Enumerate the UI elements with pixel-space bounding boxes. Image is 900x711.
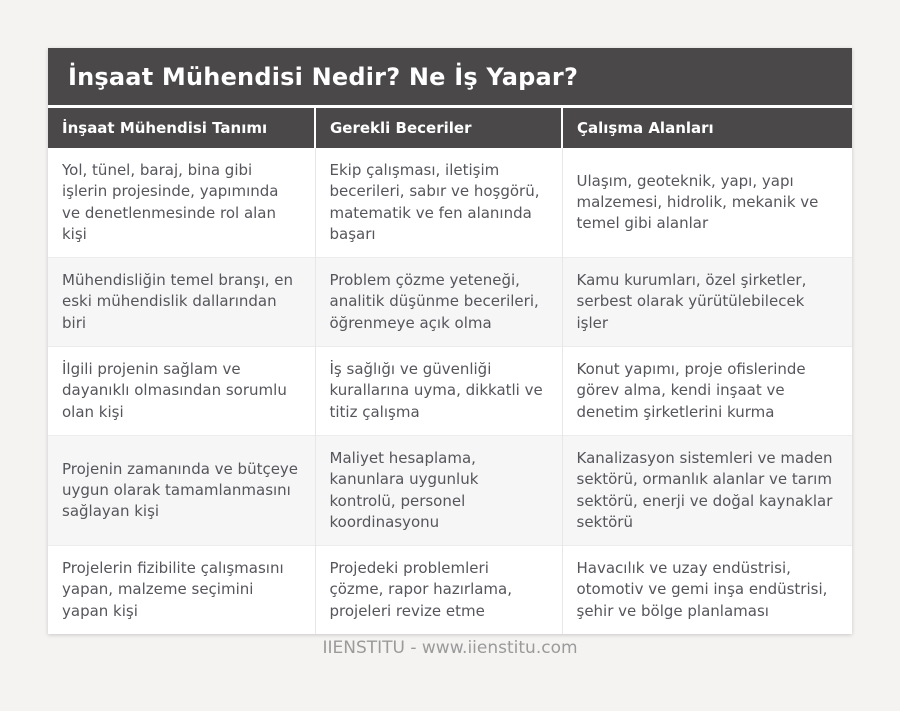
footer-attribution: IIENSTITU - www.iienstitu.com [322, 638, 578, 658]
cell-skills: Ekip çalışması, iletişim becerileri, sabır ve hoşgörü, matematik ve fen alanında başarı [315, 148, 562, 258]
cell-work-areas: Konut yapımı, proje ofislerinde görev alma, kendi inşaat ve denetim şirketlerini kurma [562, 347, 852, 436]
cell-definition: Projelerin fizibilite çalışmasını yapan, malzeme seçimini yapan kişi [48, 546, 315, 634]
column-header-work-areas: Çalışma Alanları [562, 108, 852, 148]
cell-definition: Projenin zamanında ve bütçeye uygun olarak tamamlanmasını sağlayan kişi [48, 435, 315, 545]
civil-engineer-table [48, 108, 852, 634]
cell-work-areas: Kamu kurumları, özel şirketler, serbest olarak yürütülebilecek işler [562, 258, 852, 347]
table-row [48, 347, 852, 436]
table-header-row [48, 108, 852, 148]
cell-work-areas: Havacılık ve uzay endüstrisi, otomotiv ve gemi inşa endüstrisi, şehir ve bölge planlaması [562, 546, 852, 634]
table-row [48, 148, 852, 258]
cell-definition: İlgili projenin sağlam ve dayanıklı olmasından sorumlu olan kişi [48, 347, 315, 436]
cell-skills: İş sağlığı ve güvenliği kurallarına uyma, dikkatli ve titiz çalışma [315, 347, 562, 436]
column-header-definition: İnşaat Mühendisi Tanımı [48, 108, 315, 148]
cell-definition: Yol, tünel, baraj, bina gibi işlerin projesinde, yapımında ve denetlenmesinde rol alan kişi [62, 161, 279, 243]
cell-work-areas: Kanalizasyon sistemleri ve maden sektörü, ormanlık alanlar ve tarım sektörü, enerji ve doğal kaynaklar sektörü [562, 435, 852, 545]
table-row [48, 258, 852, 347]
table-row [48, 546, 852, 634]
cell-work-areas: Ulaşım, geoteknik, yapı, yapı malzemesi, hidrolik, mekanik ve temel gibi alanlar [562, 148, 852, 258]
cell-skills: Maliyet hesaplama, kanunlara uygunluk kontrolü, personel koordinasyonu [315, 435, 562, 545]
cell-definition: Mühendisliğin temel branşı, en eski mühendislik dallarından biri [48, 258, 315, 347]
info-card [48, 48, 852, 634]
table-row [48, 435, 852, 545]
page-title: İnşaat Mühendisi Nedir? Ne İş Yapar? [68, 62, 579, 91]
cell-skills: Problem çözme yeteneği, analitik düşünme becerileri, öğrenmeye açık olma [315, 258, 562, 347]
card-title-bar [48, 48, 852, 108]
column-header-skills: Gerekli Beceriler [315, 108, 562, 148]
cell-skills: Projedeki problemleri çözme, rapor hazırlama, projeleri revize etme [315, 546, 562, 634]
